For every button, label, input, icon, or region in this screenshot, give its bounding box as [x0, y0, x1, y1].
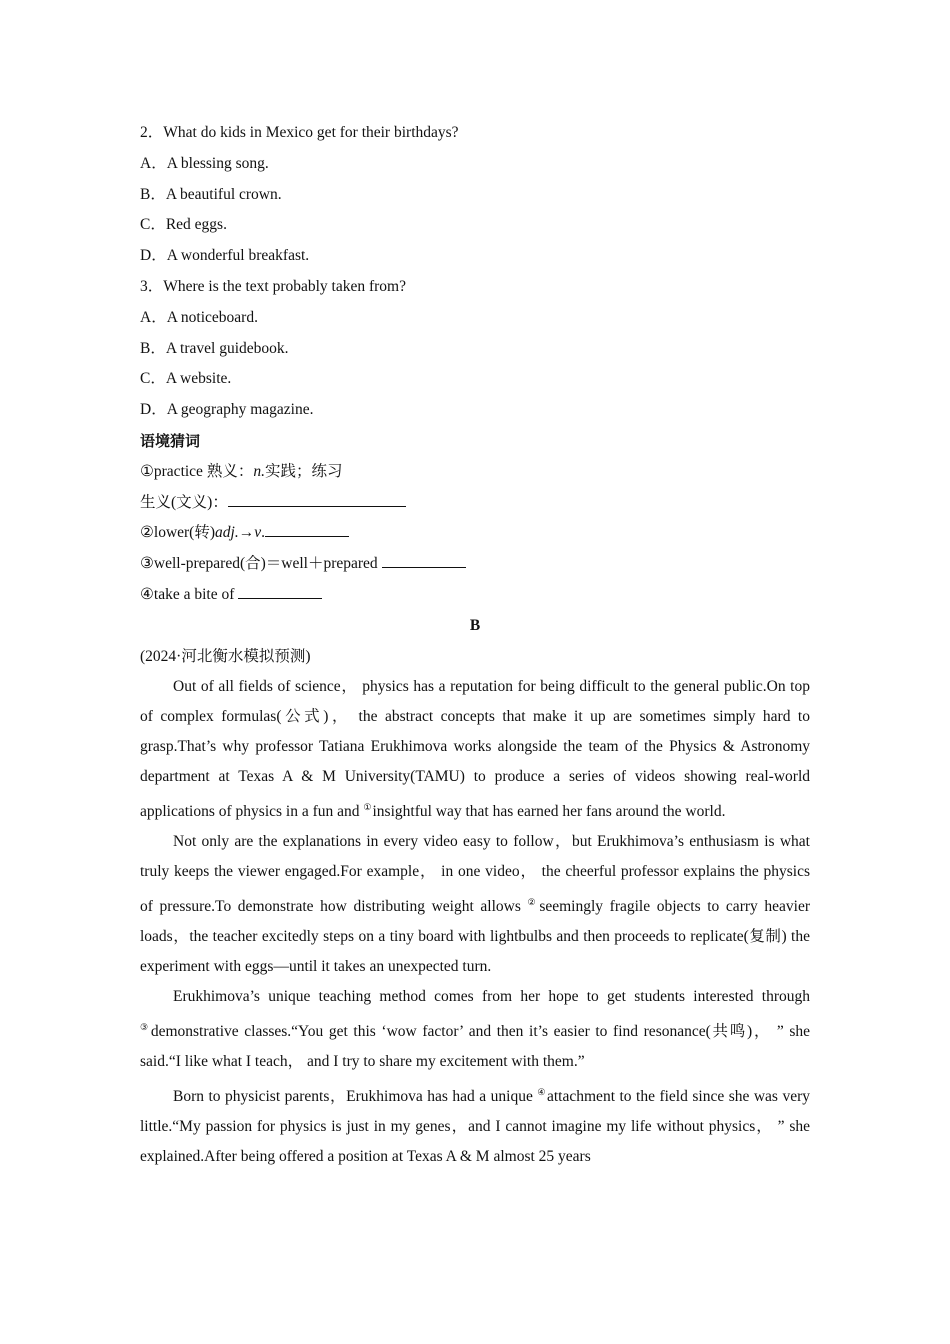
answer-blank[interactable] [228, 488, 406, 507]
paragraph-1-text-a: Out of all fields of science， physics has a reputation for being difficult to the general public.On top of complex formulas(公式)， the abstract concepts that make it up are sometimes simply hard to grasp.That’s why professor Tatiana Erukhimova works alongside the team of the Physics & Astronomy department at Texas A & M University(TAMU) to produce a series of videos showing real-world applications of physics in a fun and [140, 678, 810, 821]
question-2-stem: 2．What do kids in Mexico get for their birthdays? [140, 124, 459, 141]
vocab-item-1-word: ①practice 熟义： [140, 462, 254, 480]
marker-3: ③ [140, 1022, 150, 1033]
passage-paragraph-4 [140, 1077, 810, 1172]
question-3-option-a: A．A noticeboard. [140, 308, 258, 326]
paragraph-2-text-b: seemingly fragile objects to carry heavier loads，the teacher excitedly steps on a tiny board with lightbulbs and then proceeds to replicate(复制) the experiment with eggs—until it takes an unexpected turn. [140, 898, 810, 976]
paragraph-3-text-a: Erukhimova’s unique teaching method comes from her hope to get students interested through [173, 988, 810, 1006]
question-3-option-c: C．A website. [140, 370, 232, 388]
vocab-item-2-pos: adj. [215, 524, 239, 542]
paragraph-3-text-b: demonstrative classes.“You get this ‘wow factor’ and then it’s easier to find resonance(共鸣)， ” she said.“I like what I teach， and I try to share my excitement with them.” [140, 1023, 810, 1071]
marker-2: ② [527, 897, 539, 908]
vocab-item-1-pos: n. [253, 462, 265, 480]
passage-paragraph-1 [140, 672, 810, 827]
vocab-item-2-target-pos: v [254, 524, 262, 542]
vocab-item-1-context [140, 488, 810, 519]
document-page [140, 118, 810, 1172]
question-2-option-a: A．A blessing song. [140, 154, 269, 172]
question-3-stem: 3．Where is the text probably taken from? [140, 277, 406, 295]
vocab-item-1-context-label: 生义(文义)： [140, 493, 228, 511]
question-3-option-b: B．A travel guidebook. [140, 339, 289, 357]
arrow-icon: → [238, 524, 255, 542]
question-3-option-d: D．A geography magazine. [140, 401, 314, 419]
question-2-option-c: C．Red eggs. [140, 216, 227, 234]
passage-paragraph-2 [140, 827, 810, 982]
question-2-option-b: B．A beautiful crown. [140, 185, 282, 203]
section-b-label: B [469, 616, 481, 634]
paragraph-2-text-a: Not only are the explanations in every video easy to follow，but Erukhimova’s enthusiasm is what truly keeps the viewer engaged.For example， in one video， the cheerful professor explains the physics of pressure.To demonstrate how distributing weight allows [140, 833, 810, 916]
paragraph-4-text-b: attachment to the field since she was very little.“My passion for physics is just in my genes，and I cannot imagine my life without physics， ” she explained.After being offered a position at Texas A & M almost 25 years [140, 1088, 810, 1166]
marker-1: ① [363, 802, 372, 813]
vocab-item-4 [140, 580, 810, 611]
vocab-item-2-period: . [261, 524, 265, 542]
vocab-item-1-meaning: 实践；练习 [264, 462, 343, 480]
answer-blank[interactable] [238, 580, 322, 599]
vocab-item-3-word: ③well-prepared(合)＝well＋prepared [140, 555, 382, 573]
paragraph-4-text-a: Born to physicist parents，Erukhimova has had a unique [173, 1088, 538, 1106]
section-b-source: (2024·河北衡水模拟预测) [140, 647, 311, 665]
vocab-item-3 [140, 549, 810, 580]
question-2-option-d: D．A wonderful breakfast. [140, 247, 310, 265]
paragraph-1-text-b: insightful way that has earned her fans around the world. [372, 803, 726, 821]
vocab-item-2 [140, 518, 810, 549]
vocab-heading: 语境猜词 [140, 431, 201, 450]
answer-blank[interactable] [382, 549, 466, 568]
vocab-item-2-word: ②lower(转) [140, 524, 216, 542]
vocab-item-1 [140, 457, 810, 488]
answer-blank[interactable] [265, 518, 349, 537]
passage-paragraph-3 [140, 982, 810, 1077]
vocab-item-4-word: ④take a bite of [140, 585, 239, 603]
marker-4: ④ [537, 1087, 546, 1098]
